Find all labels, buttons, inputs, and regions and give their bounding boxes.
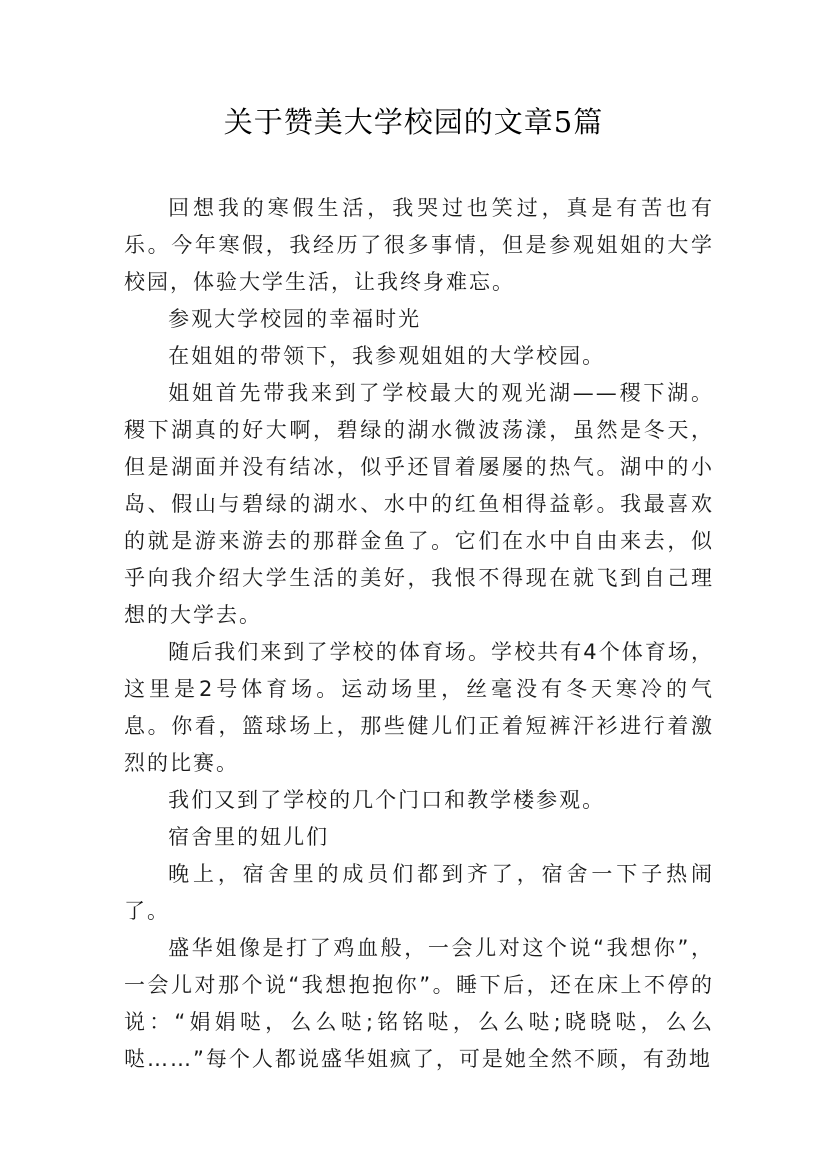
- paragraph-shenghua: 盛华姐像是打了鸡血般，一会儿对这个说“我想你”，一会儿对那个说“我想抱抱你”。睡下后，还在床上不停的说：“娟娟哒，么么哒;铭铭哒，么么哒;晓晓哒，么么哒……”每个人都说盛华姐疯了，可是她全然不顾，有劲地: [124, 936, 714, 1071]
- section-heading-campus: 参观大学校园的幸福时光: [168, 307, 422, 331]
- document-body: [124, 190, 714, 1078]
- document-title: 关于赞美大学校园的文章5篇: [223, 105, 604, 139]
- paragraph-guide: 在姐姐的带领下，我参观姐姐的大学校园。: [168, 344, 606, 368]
- section-heading-dorm: 宿舍里的妞儿们: [168, 825, 330, 849]
- paragraph-intro: 回想我的寒假生活，我哭过也笑过，真是有苦也有乐。今年寒假，我经历了很多事情，但是参观姐姐的大学校园，体验大学生活，让我终身难忘。: [124, 196, 714, 294]
- paragraph-gates: 我们又到了学校的几个门口和教学楼参观。: [168, 788, 606, 812]
- paragraph-evening: 晚上，宿舍里的成员们都到齐了，宿舍一下子热闹了。: [124, 862, 714, 923]
- paragraph-lake: 姐姐首先带我来到了学校最大的观光湖——稷下湖。稷下湖真的好大啊，碧绿的湖水微波荡漾，虽然是冬天，但是湖面并没有结冰，似乎还冒着屡屡的热气。湖中的小岛、假山与碧绿的湖水、水中的红鱼相得益彰。我最喜欢的就是游来游去的那群金鱼了。它们在水中自由来去，似乎向我介绍大学生活的美好，我恨不得现在就飞到自己理想的大学去。: [124, 381, 714, 627]
- paragraph-stadium: 随后我们来到了学校的体育场。学校共有4个体育场，这里是2号体育场。运动场里，丝毫没有冬天寒冷的气息。你看，篮球场上，那些健儿们正着短裤汗衫进行着激烈的比赛。: [124, 640, 714, 775]
